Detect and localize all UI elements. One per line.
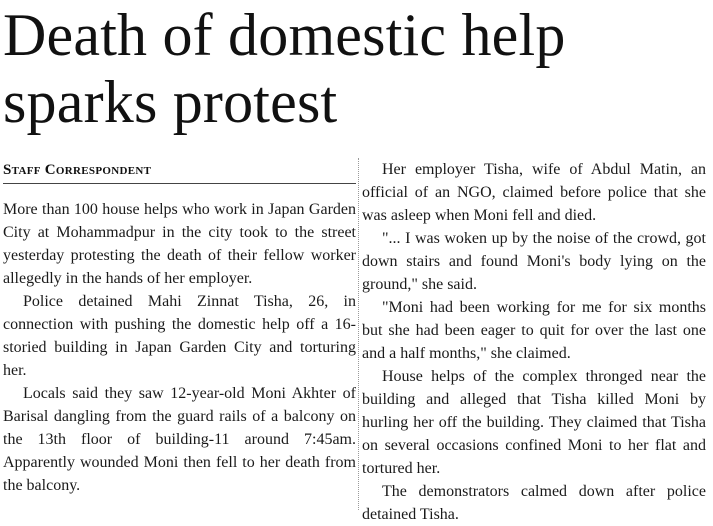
left-column (3, 198, 356, 497)
paragraph: "... I was woken up by the noise of the crowd, got down stairs and found Moni's body lying on the ground," she said. (362, 230, 706, 293)
paragraph: "Moni had been working for me for six months but she had been eager to quit for over the last one and a half months," she claimed. (362, 299, 706, 362)
headline: Death of domestic help sparks protest (3, 2, 566, 135)
paragraph: More than 100 house helps who work in Japan Garden City at Mohammadpur in the city took to the street yesterday protesting the death of their fellow worker allegedly in the hands of her employer. (3, 201, 356, 287)
byline-rule (3, 183, 356, 184)
paragraph: Police detained Mahi Zinnat Tisha, 26, in connection with pushing the domestic help off a 16-storied building in Japan Garden City and torturing her. (3, 293, 356, 379)
paragraph: Her employer Tisha, wife of Abdul Matin, an official of an NGO, claimed before police that she was asleep when Moni fell and died. (362, 161, 706, 224)
paragraph: The demonstrators calmed down after police detained Tisha. (362, 483, 706, 523)
paragraph: Locals said they saw 12-year-old Moni Akhter of Barisal dangling from the guard rails of a balcony on the 13th floor of building-11 around 7:45am. Apparently wounded Moni then fell to her death from the balcony. (3, 385, 356, 494)
byline: Staff Correspondent (3, 162, 152, 178)
right-column (362, 158, 706, 526)
paragraph: House helps of the complex thronged near the building and alleged that Tisha killed Moni by hurling her off the building. They claimed that Tisha on several occasions confined Moni to her flat and tortured her. (362, 368, 706, 477)
column-divider (358, 158, 359, 510)
